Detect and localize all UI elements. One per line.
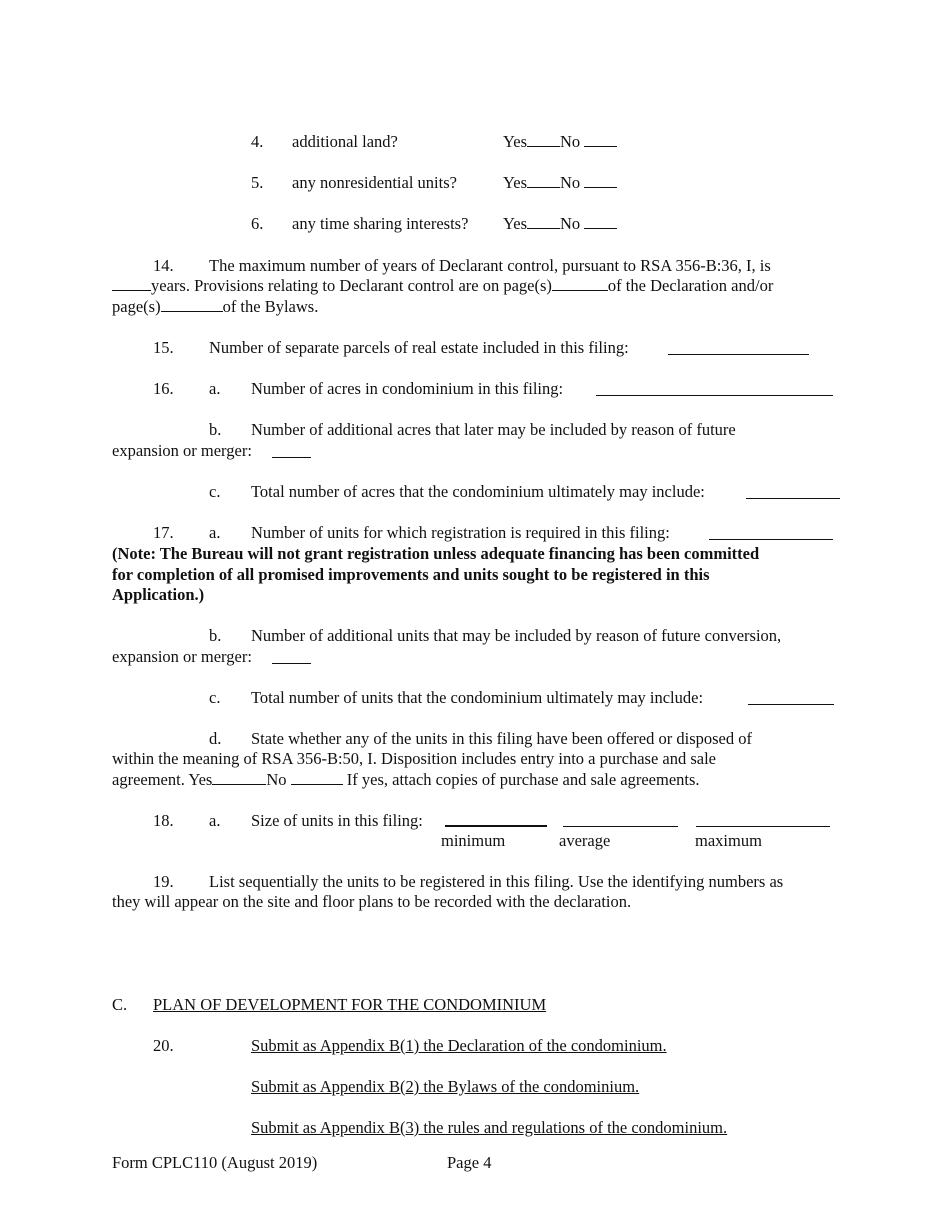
- parcels-blank[interactable]: [668, 338, 809, 355]
- section-letter: C.: [112, 995, 128, 1014]
- units-blank[interactable]: [709, 523, 833, 540]
- sub-letter: c.: [209, 482, 221, 501]
- additional-units-blank[interactable]: [272, 647, 311, 664]
- question-text: [112, 276, 773, 296]
- no-label: No: [560, 214, 581, 233]
- no-label: No: [560, 173, 581, 192]
- page-number: Page 4: [447, 1153, 492, 1172]
- maximum-label: maximum: [695, 831, 762, 850]
- question-text: Total number of units that the condominium ultimately may include:: [251, 688, 704, 707]
- yes-no-field: [503, 173, 617, 193]
- item-text: any time sharing interests?: [292, 214, 469, 233]
- sub-letter: c.: [209, 688, 221, 707]
- appendix-b2-instruction: Submit as Appendix B(2) the Bylaws of the condominium.: [251, 1077, 640, 1096]
- form-identifier: Form CPLC110 (August 2019): [112, 1153, 318, 1172]
- maximum-blank[interactable]: [696, 826, 830, 827]
- sub-letter: d.: [209, 729, 222, 748]
- question-text: [112, 297, 318, 317]
- no-label: No: [560, 132, 581, 151]
- yes-no-field: [503, 132, 617, 152]
- offered-no-blank[interactable]: [291, 770, 343, 785]
- yes-label: Yes: [503, 214, 528, 233]
- question-text: State whether any of the units in this filing have been offered or disposed of: [251, 729, 752, 748]
- bylaws-pages-blank[interactable]: [161, 297, 223, 312]
- text: years. Provisions relating to Declarant control are on page(s): [151, 276, 552, 295]
- question-number: 14.: [153, 256, 174, 275]
- question-text: Number of units for which registration is required in this filing:: [251, 523, 670, 542]
- question-text: Number of separate parcels of real estate included in this filing:: [209, 338, 629, 357]
- total-units-blank[interactable]: [748, 688, 834, 705]
- question-number: 19.: [153, 872, 174, 891]
- average-blank[interactable]: [563, 826, 678, 827]
- appendix-b1-instruction: Submit as Appendix B(1) the Declaration of the condominium.: [251, 1036, 667, 1055]
- item-number: 4.: [251, 132, 264, 151]
- question-text: The maximum number of years of Declarant control, pursuant to RSA 356-B:36, I, is: [209, 256, 771, 275]
- question-number: 18.: [153, 811, 174, 830]
- question-text: [112, 770, 700, 790]
- item-text: additional land?: [292, 132, 398, 151]
- question-number: 20.: [153, 1036, 174, 1055]
- additional-acres-blank[interactable]: [272, 441, 311, 458]
- sub-letter: b.: [209, 626, 222, 645]
- no-blank[interactable]: [584, 214, 617, 229]
- text: page(s): [112, 297, 161, 316]
- total-acres-blank[interactable]: [746, 482, 840, 499]
- question-number: 17.: [153, 523, 174, 542]
- yes-blank[interactable]: [527, 132, 560, 147]
- appendix-b3-instruction: Submit as Appendix B(3) the rules and regulations of the condominium.: [251, 1118, 728, 1137]
- sub-letter: b.: [209, 420, 222, 439]
- question-text: Number of acres in condominium in this filing:: [251, 379, 564, 398]
- sub-letter: a.: [209, 379, 221, 398]
- item-text: any nonresidential units?: [292, 173, 457, 192]
- text: agreement. Yes: [112, 770, 213, 789]
- bureau-note: Application.): [112, 585, 205, 604]
- minimum-label: minimum: [441, 831, 506, 850]
- offered-yes-blank[interactable]: [212, 770, 266, 785]
- text: No: [266, 770, 287, 789]
- question-text: Size of units in this filing:: [251, 811, 423, 830]
- bureau-note: for completion of all promised improvements and units sought to be registered in this: [112, 565, 710, 584]
- declaration-pages-blank[interactable]: [552, 276, 608, 291]
- question-number: 15.: [153, 338, 174, 357]
- question-text: List sequentially the units to be registered in this filing. Use the identifying numbers as: [209, 872, 784, 891]
- average-label: average: [559, 831, 611, 850]
- question-text: Total number of acres that the condominium ultimately may include:: [251, 482, 705, 501]
- no-blank[interactable]: [584, 173, 617, 188]
- yes-label: Yes: [503, 173, 528, 192]
- bureau-note: (Note: The Bureau will not grant registration unless adequate financing has been committed: [112, 544, 760, 563]
- text: If yes, attach copies of purchase and sale agreements.: [346, 770, 700, 789]
- question-number: 16.: [153, 379, 174, 398]
- question-text: within the meaning of RSA 356-B:50, I. Disposition includes entry into a purchase and sale: [112, 749, 716, 768]
- question-text: Number of additional units that may be included by reason of future conversion,: [251, 626, 782, 645]
- text: of the Bylaws.: [222, 297, 319, 316]
- no-blank[interactable]: [584, 132, 617, 147]
- item-number: 5.: [251, 173, 264, 192]
- question-text: Number of additional acres that later may be included by reason of future: [251, 420, 736, 439]
- item-number: 6.: [251, 214, 264, 233]
- acres-blank[interactable]: [596, 379, 833, 396]
- years-blank[interactable]: [112, 276, 151, 291]
- question-text: expansion or merger:: [112, 647, 252, 666]
- question-text: expansion or merger:: [112, 441, 252, 460]
- text: of the Declaration and/or: [607, 276, 774, 295]
- section-title: PLAN OF DEVELOPMENT FOR THE CONDOMINIUM: [153, 995, 547, 1014]
- minimum-blank[interactable]: [445, 825, 547, 827]
- sub-letter: a.: [209, 811, 221, 830]
- question-text: they will appear on the site and floor plans to be recorded with the declaration.: [112, 892, 632, 911]
- yes-no-field: [503, 214, 617, 234]
- yes-blank[interactable]: [527, 214, 560, 229]
- yes-blank[interactable]: [527, 173, 560, 188]
- yes-label: Yes: [503, 132, 528, 151]
- sub-letter: a.: [209, 523, 221, 542]
